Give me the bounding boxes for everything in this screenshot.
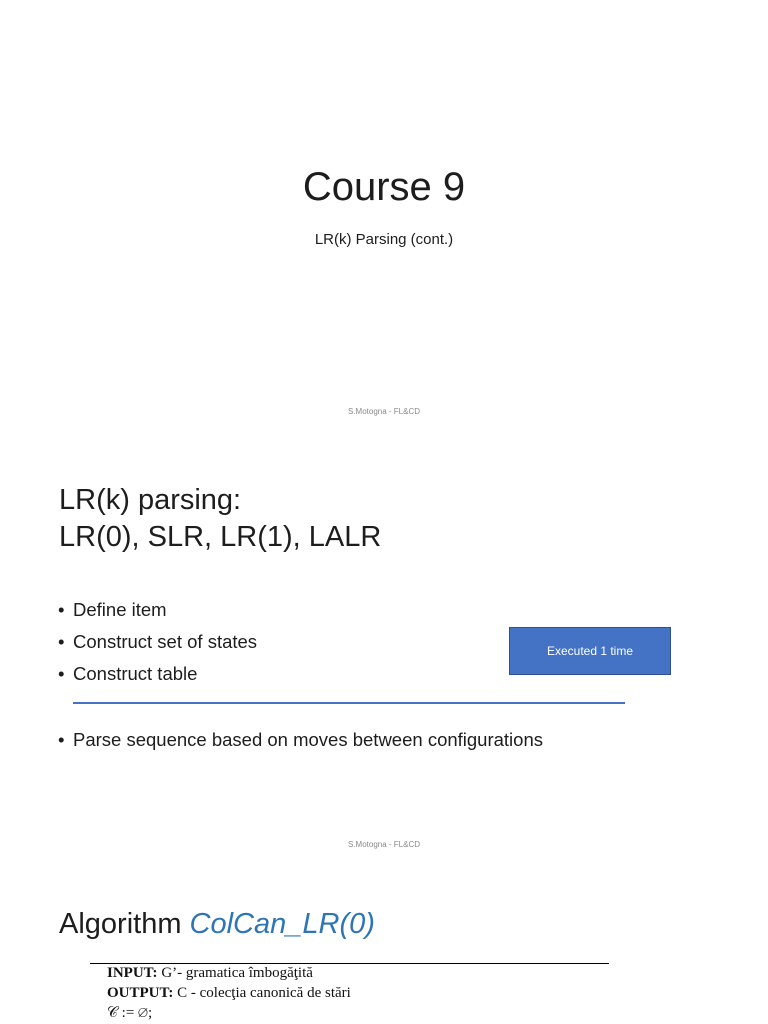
- steps-bullet-list: [58, 598, 257, 694]
- parse-bullet: [58, 728, 543, 752]
- list-item: [58, 598, 257, 630]
- bullet-icon: •: [58, 729, 65, 750]
- algorithm-input-line: [107, 963, 351, 983]
- callout-text: Executed 1 time: [546, 644, 634, 658]
- algorithm-title: [59, 908, 375, 941]
- algorithm-slide: [0, 864, 768, 1024]
- list-item: [58, 662, 257, 694]
- bullet-icon: •: [58, 663, 65, 684]
- algorithm-title-prefix: Algorithm: [59, 908, 190, 940]
- bullet-text: Construct table: [73, 663, 198, 684]
- slide-footer: S.Motogna - FL&CD: [347, 840, 421, 849]
- slide-title-line-1: LR(k) parsing:: [59, 484, 242, 516]
- output-label: OUTPUT:: [107, 985, 174, 1001]
- input-label: INPUT:: [107, 965, 158, 981]
- bullet-text: Parse sequence based on moves between configurations: [73, 729, 543, 750]
- slide-title-line-2: LR(0), SLR, LR(1), LALR: [59, 521, 382, 553]
- algorithm-init-line: 𝒞 := ∅;: [107, 1005, 153, 1021]
- bullet-icon: •: [58, 599, 65, 620]
- title-slide: [0, 0, 768, 432]
- algorithm-output-line: [107, 983, 351, 1003]
- list-item: [58, 630, 257, 662]
- course-title: Course 9: [302, 165, 466, 209]
- lrk-overview-slide: [0, 432, 768, 864]
- output-text: C - colecţia canonică de stări: [173, 985, 351, 1001]
- slide-footer: S.Motogna - FL&CD: [347, 407, 421, 416]
- bullet-text: Define item: [73, 599, 167, 620]
- algorithm-name: ColCan_LR(0): [189, 908, 375, 940]
- executed-once-callout: [509, 627, 671, 675]
- input-text: G’- gramatica îmbogăţită: [157, 965, 313, 981]
- algorithm-body: [107, 963, 351, 1023]
- section-divider: [73, 702, 625, 704]
- bullet-icon: •: [58, 631, 65, 652]
- course-subtitle: LR(k) Parsing (cont.): [314, 231, 454, 248]
- bullet-text: Construct set of states: [73, 631, 258, 652]
- slide-title: [59, 482, 381, 556]
